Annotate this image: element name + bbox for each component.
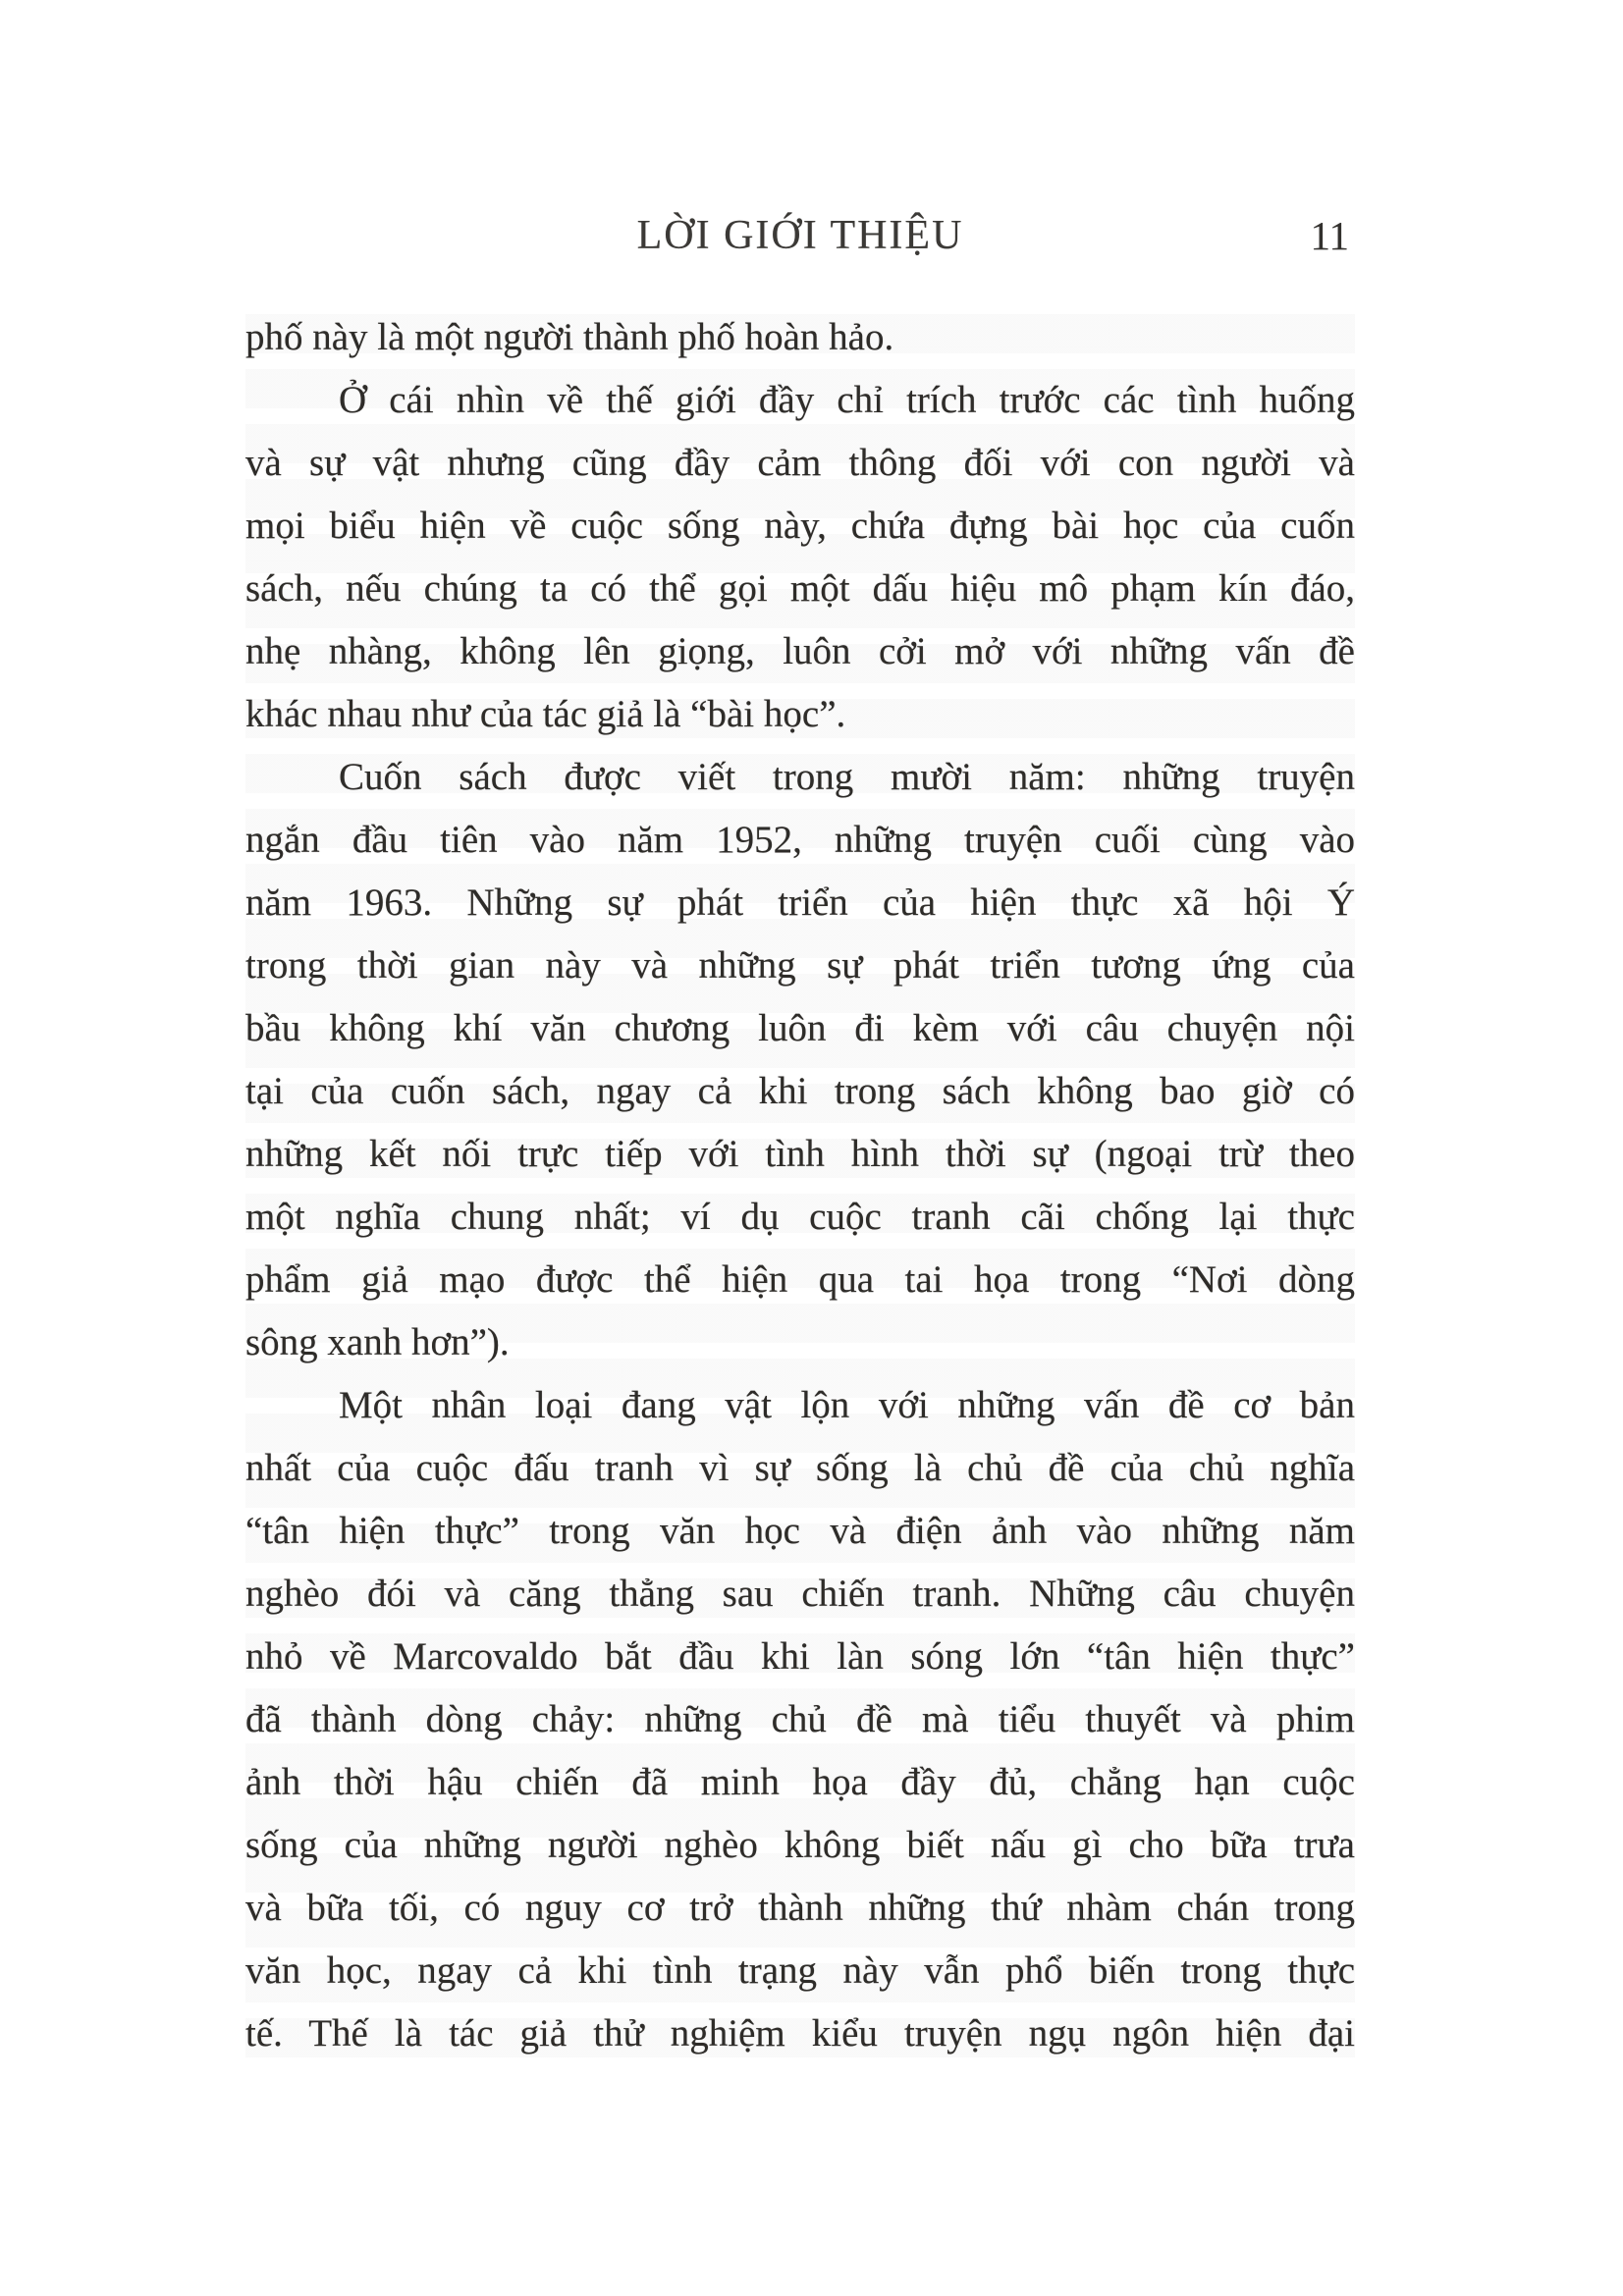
text-line: tế. Thế là tác giả thử nghiệm kiểu truyện ngụ ngôn hiện đại <box>245 2012 1355 2055</box>
text-line: phố này là một người thành phố hoàn hảo. <box>245 316 894 358</box>
running-head-title: LỜI GIỚI THIỆU <box>636 213 964 258</box>
text-line: bầu không khí văn chương luôn đi kèm với câu chuyện nội <box>245 1007 1355 1049</box>
text-line: nhất của cuộc đấu tranh vì sự sống là chủ đề của chủ nghĩa <box>245 1447 1355 1489</box>
text-line: đã thành dòng chảy: những chủ đề mà tiểu thuyết và phim <box>245 1698 1355 1740</box>
text-line: sông xanh hơn”). <box>245 1321 510 1363</box>
text-line: ngắn đầu tiên vào năm 1952, những truyện cuối cùng vào <box>245 819 1355 861</box>
text-line: nghèo đói và căng thẳng sau chiến tranh. Những câu chuyện <box>245 1573 1355 1615</box>
text-line: trong thời gian này và những sự phát triển tương ứng của <box>245 944 1355 987</box>
text-line: nhẹ nhàng, không lên giọng, luôn cởi mở với những vấn đề <box>245 630 1355 672</box>
text-line: Một nhân loại đang vật lộn với những vấn đề cơ bản <box>339 1384 1355 1426</box>
text-line: ảnh thời hậu chiến đã minh họa đầy đủ, chẳng hạn cuộc <box>245 1761 1355 1803</box>
page-header <box>245 206 1355 265</box>
text-line: nhỏ về Marcovaldo bắt đầu khi làn sóng lớn “tân hiện thực” <box>245 1635 1355 1678</box>
page-body <box>245 306 1355 2065</box>
text-line: khác nhau như của tác giả là “bài học”. <box>245 693 846 735</box>
text-line: Ở cái nhìn về thế giới đầy chỉ trích trước các tình huống <box>339 379 1355 421</box>
text-line: và sự vật nhưng cũng đầy cảm thông đối với con người và <box>245 442 1355 484</box>
page-number: 11 <box>1310 213 1349 258</box>
text-line: một nghĩa chung nhất; ví dụ cuộc tranh cãi chống lại thực <box>245 1196 1355 1238</box>
text-line: mọi biểu hiện về cuộc sống này, chứa đựng bài học của cuốn <box>245 505 1355 547</box>
text-line: phẩm giả mạo được thể hiện qua tai họa trong “Nơi dòng <box>245 1258 1355 1301</box>
text-line: sống của những người nghèo không biết nấu gì cho bữa trưa <box>245 1824 1355 1866</box>
text-line: và bữa tối, có nguy cơ trở thành những thứ nhàm chán trong <box>245 1887 1355 1929</box>
text-line: những kết nối trực tiếp với tình hình thời sự (ngoại trừ theo <box>245 1133 1355 1175</box>
text-line: sách, nếu chúng ta có thể gọi một dấu hiệu mô phạm kín đáo, <box>245 567 1355 610</box>
text-line: “tân hiện thực” trong văn học và điện ảnh vào những năm <box>245 1510 1355 1552</box>
text-line: năm 1963. Những sự phát triển của hiện thực xã hội Ý <box>245 881 1355 924</box>
text-line: văn học, ngay cả khi tình trạng này vẫn phổ biến trong thực <box>245 1949 1355 1992</box>
text-line: tại của cuốn sách, ngay cả khi trong sách không bao giờ có <box>245 1070 1355 1112</box>
text-line: Cuốn sách được viết trong mười năm: những truyện <box>339 756 1355 798</box>
